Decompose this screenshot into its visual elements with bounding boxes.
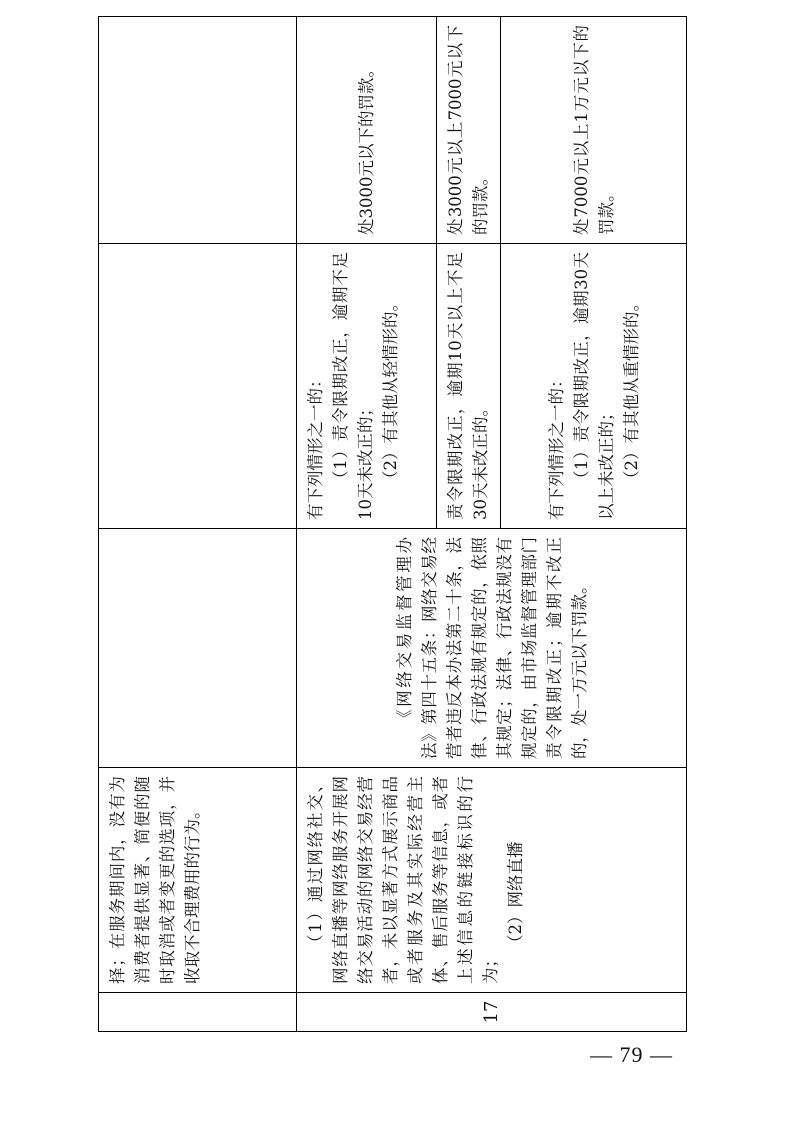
circumstance-item: （2）有其他从轻情形的。 (381, 295, 400, 487)
penalty-medium-cell (437, 17, 501, 244)
penalty-standard-cell (99, 17, 297, 244)
circumstance-light-cell (297, 244, 437, 529)
illegal-behavior-text: 择；在服务期间内，没有为消费者提供显著、简便的随时取消或者变更的选项，并收取不合理费用的行为。 (108, 776, 202, 984)
row-number-cell: 17 (297, 993, 687, 1032)
penalty-medium-text: 处3000元以上7000元以下的罚款。 (446, 25, 490, 235)
illegal-behavior-item: （2）网络直播 (506, 841, 525, 951)
circumstance-item: （1）责令限期改正，逾期不足10天未改正的； (331, 252, 375, 520)
circumstance-medium-text: 责令限期改正，逾期10天以上不足30天未改正的。 (446, 252, 490, 520)
circumstance-intro: 有下列情形之一的： (546, 371, 566, 520)
penalty-standard-table (98, 16, 687, 1032)
legal-basis-cell (297, 529, 687, 768)
row-number-cell (99, 993, 297, 1032)
page-number: — 79 — (590, 1042, 673, 1067)
circumstance-item: （2）有其他从重情形的。 (621, 295, 641, 487)
penalty-heavy-text: 处7000元以上1万元以下的罚款。 (571, 25, 616, 235)
circumstance-heavy-cell (501, 244, 687, 529)
illegal-behavior-item: （1）通过网络社交、网络直播等网络服务开展网络交易活动的网络交易经营者，未以显著方式展示商品或者服务及其实际经营主体、售后服务等信息，或者上述信息的链接标识的行为； (306, 776, 500, 984)
illegal-behavior-cell (99, 768, 297, 993)
penalty-light-text: 处3000元以下的罚款。 (357, 61, 376, 235)
illegal-behavior-cell (297, 768, 687, 993)
legal-basis-cell (99, 529, 297, 768)
rotated-table-wrapper (98, 25, 686, 1032)
penalty-heavy-cell (501, 17, 687, 244)
circumstance-medium-cell (437, 244, 501, 529)
circumstance-cell (99, 244, 297, 529)
table-row (297, 17, 437, 1032)
circumstance-item: （1）责令限期改正，逾期30天以上未改正的； (571, 252, 616, 520)
table-row (99, 17, 297, 1032)
circumstance-intro: 有下列情形之一的： (306, 371, 325, 520)
legal-basis-text: 《网络交易监督管理办法》第四十五条：网络交易经营者违反本办法第二十条，法律、行政法规有规定的，依照其规定；法律、行政法规没有规定的，由市场监督管理部门责令限期改正；逾期不改正的，处一万元以下罚款。 (394, 537, 589, 759)
penalty-light-cell (297, 17, 437, 244)
